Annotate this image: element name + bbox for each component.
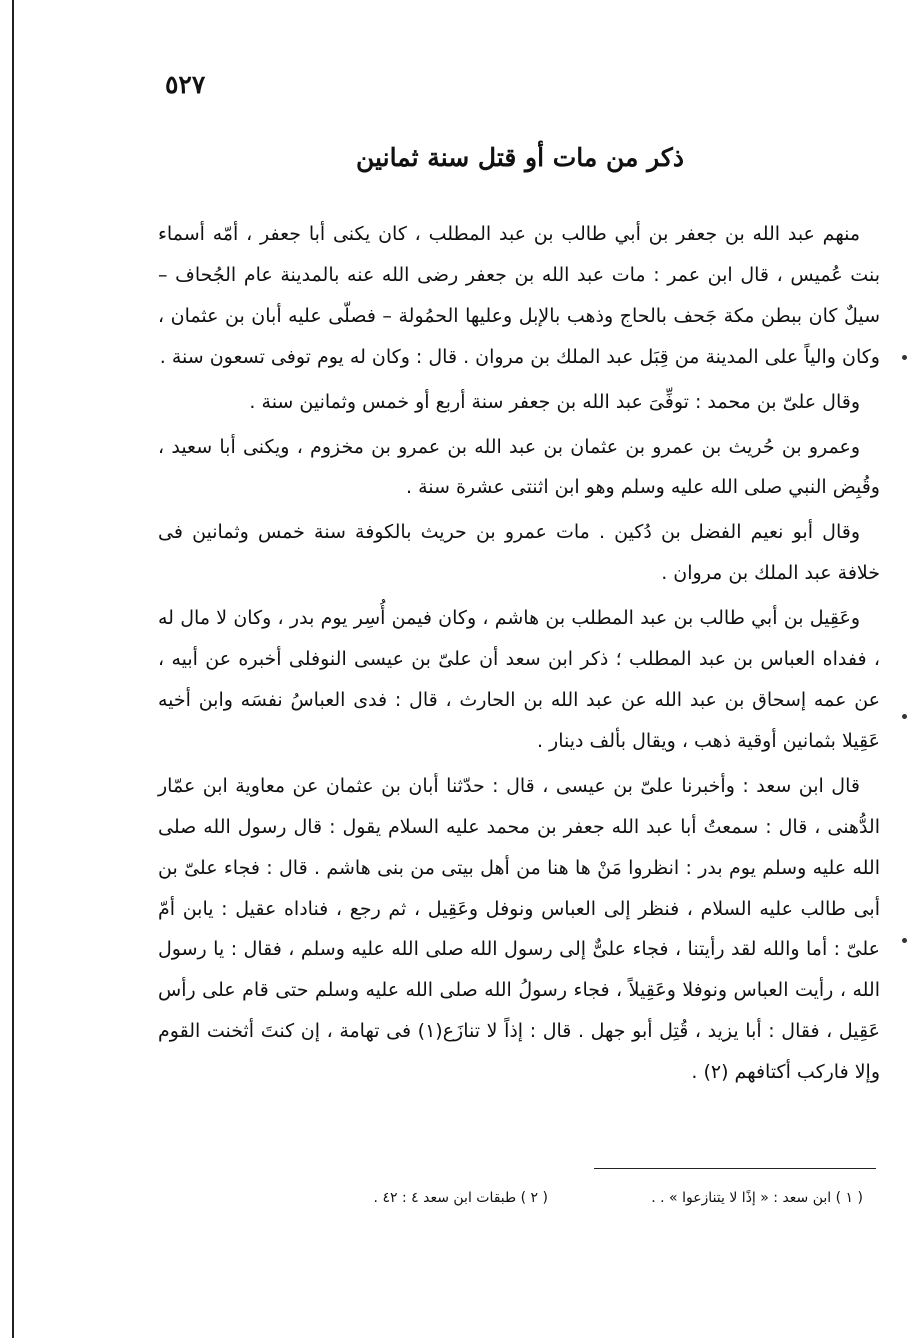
footnote-2: ( ٢ ) طبقات ابن سعد ٤ : ٤٢ . [373, 1190, 548, 1206]
paragraph: وعَقِيل بن أبي طالب بن عبد المطلب بن هاشم ، وكان فيمن أُسِر يوم بدر ، وكان لا مال له ، ففداه العباس بن عبد المطلب ؛ ذكر ابن سعد أن علىّ بن عيسى النوفلى أخبره عن أبيه ، عن عمه إسحاق بن عبد الله عن عبد الله بن الحارث ، قال : فدى العباسُ نفسَه وابن أخيه عَقِيلا بثمانين أوقية ذهب ، ويقال بألف دينار . [158, 607, 880, 752]
paragraph: وقال علىّ بن محمد : توفِّىَ عبد الله بن جعفر سنة أربع أو خمس وثمانين سنة . [249, 390, 860, 413]
paragraph: وقال أبو نعيم الفضل بن دُكين . مات عمرو بن حريث بالكوفة سنة خمس وثمانين فى خلافة عبد الملك بن مروان . [158, 521, 880, 585]
section-title: ذكر من مات أو قتل سنة ثمانين [356, 143, 684, 172]
paragraph: وعمرو بن حُريث بن عمرو بن عثمان بن عبد الله بن عمرو بن مخزوم ، ويكنى أبا سعيد ، وقُبِض النبي صلى الله عليه وسلم وهو ابن اثنتى عشرة سنة . [158, 435, 880, 499]
page-number: ٥٢٧ [165, 70, 206, 99]
footnote-separator [594, 1168, 876, 1169]
page-edge-line [12, 0, 14, 1338]
margin-mark [902, 355, 907, 360]
margin-mark [902, 714, 907, 719]
body-text [158, 214, 880, 1093]
paragraph: قال ابن سعد : وأخبرنا علىّ بن عيسى ، قال : حدّثنا أبان بن عثمان عن معاوية ابن عمّار الدُّهنى ، قال : سمعتُ أبا عبد الله جعفر بن محمد عليه السلام يقول : قال رسول الله صلى الله عليه وسلم يوم بدر : انظروا مَنْ ها هنا من أهل بيتى من بنى هاشم . قال : فجاء علىّ بن أبى طالب عليه السلام ، فنظر إلى العباس ونوفل وعَقِيل ، ثم رجع ، فناداه عقيل : يابن أمّ علىّ : أما والله لقد رأيتنا ، فجاء علىٌّ إلى رسول الله صلى الله عليه وسلم ، فقال : يا رسول الله ، رأيت العباس ونوفلا وعَقِيلاً ، فجاء رسولُ الله صلى الله عليه وسلم حتى قام على رأس عَقِيل ، فقال : أبا يزيد ، قُتِل أبو جهل . قال : إذاً لا تنازَع(١) فى تهامة ، إن كنتَ أثخنت القوم وإلا فاركب أكتافهم (٢) . [158, 774, 880, 1084]
paragraph: منهم عبد الله بن جعفر بن أبي طالب بن عبد المطلب ، كان يكنى أبا جعفر ، أمّه أسماء بنت عُميس ، قال ابن عمر : مات عبد الله بن جعفر رضى الله عنه بالمدينة عام الجُحاف – سيلٌ كان ببطن مكة جَحف بالحاج وذهب بالإبل وعليها الحمُولة – فصلّى عليه أبان بن عثمان ، وكان والياً على المدينة من قِبَل عبد الملك بن مروان . قال : وكان له يوم توفى تسعون سنة . [158, 223, 880, 368]
footnote-1: ( ١ ) ابن سعد : « إذًا لا يتنازعوا » . . [651, 1190, 863, 1206]
margin-mark [902, 938, 907, 943]
